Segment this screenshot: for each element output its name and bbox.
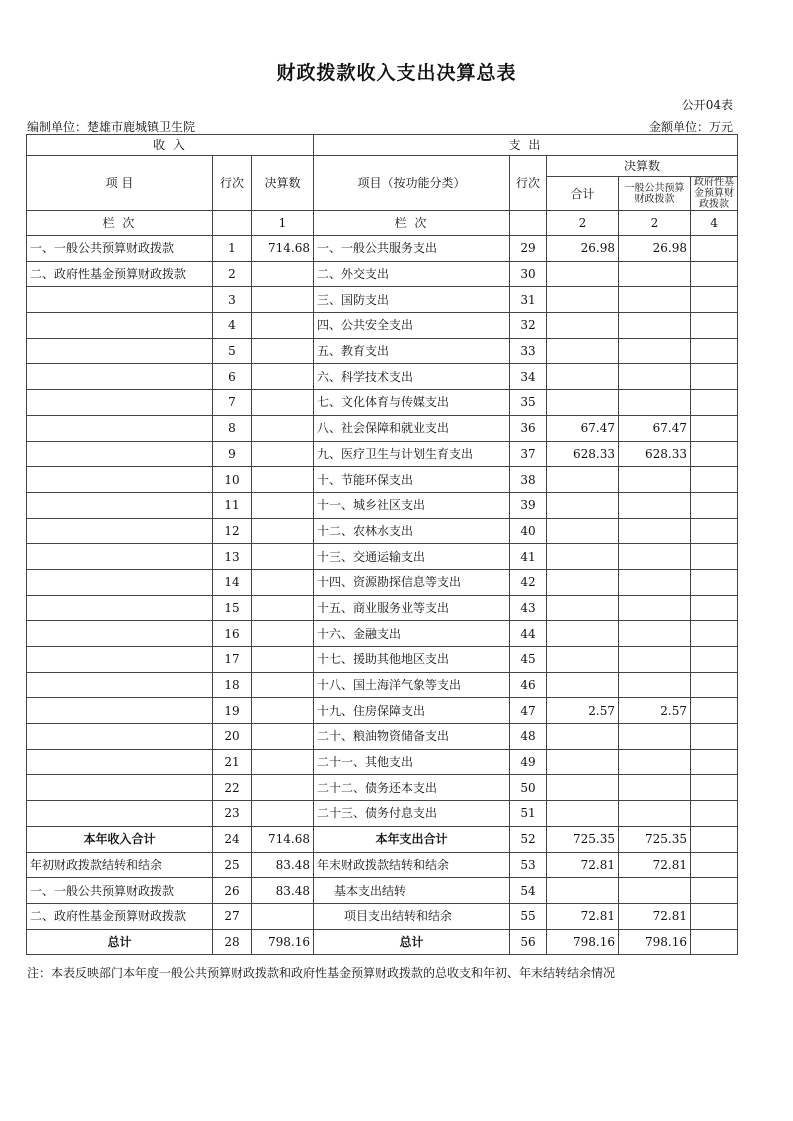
general-budget-cell (619, 492, 691, 518)
expense-row-no-cell: 37 (510, 441, 547, 467)
table-row (27, 903, 738, 929)
income-item-cell (27, 287, 213, 313)
expense-row-no-cell: 42 (510, 569, 547, 595)
total-cell (547, 390, 619, 416)
gov-fund-cell (691, 518, 738, 544)
income-row-no-cell: 15 (213, 595, 252, 621)
income-row-no-cell: 25 (213, 852, 252, 878)
expense-row-no-cell: 45 (510, 647, 547, 673)
gov-fund-cell (691, 261, 738, 287)
gov-fund-cell (691, 826, 738, 852)
expense-row-no-cell: 29 (510, 236, 547, 262)
income-row-no-cell: 20 (213, 724, 252, 750)
income-row-no-cell: 7 (213, 390, 252, 416)
organization-label: 编制单位：楚雄市鹿城镇卫生院 (27, 120, 196, 134)
expense-row-no-cell: 46 (510, 672, 547, 698)
income-amount-cell (252, 647, 314, 673)
total-cell (547, 647, 619, 673)
income-amount-header: 决算数 (252, 156, 314, 211)
income-row-no-cell: 18 (213, 672, 252, 698)
income-item-header: 项 目 (27, 156, 213, 211)
general-budget-cell (619, 724, 691, 750)
income-amount-cell: 714.68 (252, 236, 314, 262)
gov-fund-cell (691, 749, 738, 775)
expense-row-no-cell: 38 (510, 467, 547, 493)
general-budget-cell (619, 313, 691, 339)
income-row-no-cell: 11 (213, 492, 252, 518)
income-row-no-cell: 17 (213, 647, 252, 673)
income-item-cell: 总计 (27, 929, 213, 955)
income-row-no-cell: 1 (213, 236, 252, 262)
gov-fund-cell (691, 621, 738, 647)
table-row (27, 415, 738, 441)
gov-fund-cell (691, 698, 738, 724)
gov-fund-cell (691, 415, 738, 441)
income-amount-cell (252, 518, 314, 544)
column-number-1: 1 (252, 211, 314, 236)
income-row-no-cell: 26 (213, 878, 252, 904)
total-cell (547, 287, 619, 313)
income-item-cell (27, 621, 213, 647)
general-budget-cell (619, 621, 691, 647)
income-amount-cell (252, 621, 314, 647)
gov-fund-cell (691, 544, 738, 570)
income-amount-cell (252, 544, 314, 570)
expense-item-cell: 二十一、其他支出 (314, 749, 510, 775)
form-code: 公开04表 (681, 98, 733, 112)
total-cell: 67.47 (547, 415, 619, 441)
table-row (27, 313, 738, 339)
income-amount-cell (252, 390, 314, 416)
total-cell (547, 569, 619, 595)
income-item-cell (27, 698, 213, 724)
total-cell (547, 595, 619, 621)
total-cell (547, 749, 619, 775)
income-amount-cell (252, 261, 314, 287)
income-amount-cell (252, 724, 314, 750)
income-row-no-cell: 8 (213, 415, 252, 441)
general-budget-cell (619, 878, 691, 904)
table-row (27, 801, 738, 827)
income-amount-cell (252, 441, 314, 467)
expense-row-no-cell: 49 (510, 749, 547, 775)
total-cell (547, 313, 619, 339)
table-row (27, 467, 738, 493)
general-budget-cell: 72.81 (619, 903, 691, 929)
gov-fund-cell (691, 595, 738, 621)
income-item-cell: 本年收入合计 (27, 826, 213, 852)
table-row (27, 724, 738, 750)
table-row (27, 569, 738, 595)
income-row-no-cell: 19 (213, 698, 252, 724)
table-row (27, 544, 738, 570)
income-item-cell (27, 390, 213, 416)
income-item-cell (27, 441, 213, 467)
total-cell (547, 801, 619, 827)
page-title: 财政拨款收入支出决算总表 (276, 62, 517, 84)
expense-row-no-cell: 33 (510, 338, 547, 364)
income-amount-cell: 83.48 (252, 878, 314, 904)
expense-item-cell: 二十二、债务还本支出 (314, 775, 510, 801)
expense-row-no-cell: 40 (510, 518, 547, 544)
income-item-cell (27, 724, 213, 750)
income-row-no-header: 行次 (213, 156, 252, 211)
total-cell (547, 621, 619, 647)
gov-fund-cell (691, 236, 738, 262)
income-row-no-cell: 21 (213, 749, 252, 775)
income-amount-cell (252, 903, 314, 929)
income-item-cell (27, 672, 213, 698)
expense-item-cell: 六、科学技术支出 (314, 364, 510, 390)
expense-item-cell: 八、社会保障和就业支出 (314, 415, 510, 441)
table-row (27, 338, 738, 364)
income-amount-cell (252, 569, 314, 595)
general-budget-cell (619, 390, 691, 416)
income-item-cell: 二、政府性基金预算财政拨款 (27, 261, 213, 287)
general-budget-cell (619, 261, 691, 287)
gov-fund-cell (691, 441, 738, 467)
total-cell (547, 364, 619, 390)
expense-item-cell: 十、节能环保支出 (314, 467, 510, 493)
total-cell (547, 518, 619, 544)
expense-item-cell: 本年支出合计 (314, 826, 510, 852)
income-row-no-cell: 3 (213, 287, 252, 313)
expense-row-no-cell: 55 (510, 903, 547, 929)
expense-item-cell: 七、文化体育与传媒支出 (314, 390, 510, 416)
expense-item-cell: 十八、国土海洋气象等支出 (314, 672, 510, 698)
income-item-cell (27, 313, 213, 339)
expense-item-cell: 十九、住房保障支出 (314, 698, 510, 724)
general-budget-cell: 628.33 (619, 441, 691, 467)
income-item-cell (27, 647, 213, 673)
gov-fund-cell (691, 313, 738, 339)
table-row (27, 441, 738, 467)
expense-item-cell: 二十三、债务付息支出 (314, 801, 510, 827)
income-amount-cell (252, 801, 314, 827)
table-row (27, 749, 738, 775)
table-row (27, 595, 738, 621)
gov-fund-cell (691, 852, 738, 878)
general-budget-cell: 67.47 (619, 415, 691, 441)
total-cell (547, 544, 619, 570)
income-item-cell (27, 364, 213, 390)
income-row-no-cell: 10 (213, 467, 252, 493)
table-row (27, 492, 738, 518)
settle-group-header: 决算数 (547, 156, 738, 177)
table-row (27, 390, 738, 416)
gov-fund-cell (691, 390, 738, 416)
income-item-cell: 年初财政拨款结转和结余 (27, 852, 213, 878)
total-cell: 26.98 (547, 236, 619, 262)
expense-item-cell: 一、一般公共服务支出 (314, 236, 510, 262)
total-cell (547, 338, 619, 364)
income-item-cell (27, 544, 213, 570)
expense-item-cell: 三、国防支出 (314, 287, 510, 313)
expense-item-cell: 十五、商业服务业等支出 (314, 595, 510, 621)
income-header: 收 入 (27, 135, 314, 156)
income-row-no-cell: 14 (213, 569, 252, 595)
income-amount-cell: 714.68 (252, 826, 314, 852)
expense-row-no-cell: 56 (510, 929, 547, 955)
income-row-no-cell: 6 (213, 364, 252, 390)
expense-header: 支 出 (314, 135, 738, 156)
expense-row-no-header: 行次 (510, 156, 547, 211)
column-number-4: 4 (691, 211, 738, 236)
general-budget-cell (619, 544, 691, 570)
total-cell (547, 467, 619, 493)
income-amount-cell (252, 595, 314, 621)
income-row-no-cell: 24 (213, 826, 252, 852)
table-row (27, 672, 738, 698)
expense-item-cell: 总计 (314, 929, 510, 955)
table-row (27, 287, 738, 313)
general-budget-cell (619, 467, 691, 493)
table-row (27, 364, 738, 390)
general-budget-cell: 72.81 (619, 852, 691, 878)
gov-fund-cell (691, 364, 738, 390)
general-budget-cell: 2.57 (619, 698, 691, 724)
column-label-left: 栏 次 (27, 211, 213, 236)
general-budget-header: 一般公共预算财政拨款 (619, 177, 691, 211)
total-cell: 72.81 (547, 852, 619, 878)
general-budget-cell (619, 338, 691, 364)
expense-item-cell: 十六、金融支出 (314, 621, 510, 647)
expense-row-no-cell: 32 (510, 313, 547, 339)
table-row (27, 518, 738, 544)
expense-item-header: 项目（按功能分类） (314, 156, 510, 211)
gov-fund-header: 政府性基金预算财政拨款 (691, 177, 738, 211)
income-amount-cell (252, 338, 314, 364)
expense-row-no-cell: 43 (510, 595, 547, 621)
gov-fund-cell (691, 647, 738, 673)
column-label-right: 栏 次 (314, 211, 510, 236)
general-budget-cell: 798.16 (619, 929, 691, 955)
general-budget-cell (619, 518, 691, 544)
total-cell: 2.57 (547, 698, 619, 724)
income-amount-cell (252, 467, 314, 493)
expense-item-cell: 五、教育支出 (314, 338, 510, 364)
total-cell (547, 672, 619, 698)
general-budget-cell (619, 749, 691, 775)
gov-fund-cell (691, 775, 738, 801)
income-item-cell (27, 569, 213, 595)
table-row (27, 621, 738, 647)
income-item-cell (27, 518, 213, 544)
expense-row-no-cell: 30 (510, 261, 547, 287)
income-item-cell: 二、政府性基金预算财政拨款 (27, 903, 213, 929)
income-item-cell (27, 415, 213, 441)
expense-row-no-cell: 44 (510, 621, 547, 647)
general-budget-cell (619, 647, 691, 673)
gov-fund-cell (691, 878, 738, 904)
income-amount-cell (252, 415, 314, 441)
general-budget-cell: 26.98 (619, 236, 691, 262)
income-row-no-cell: 28 (213, 929, 252, 955)
gov-fund-cell (691, 338, 738, 364)
total-cell (547, 261, 619, 287)
total-cell (547, 775, 619, 801)
expense-item-cell: 十二、农林水支出 (314, 518, 510, 544)
general-budget-cell (619, 672, 691, 698)
income-amount-cell (252, 287, 314, 313)
income-row-no-cell: 16 (213, 621, 252, 647)
expense-item-cell: 二十、粮油物资储备支出 (314, 724, 510, 750)
income-row-no-cell: 4 (213, 313, 252, 339)
income-row-no-cell: 27 (213, 903, 252, 929)
income-item-cell (27, 749, 213, 775)
income-item-cell (27, 595, 213, 621)
table-row (27, 852, 738, 878)
general-budget-cell (619, 801, 691, 827)
expense-row-no-cell: 31 (510, 287, 547, 313)
expense-item-cell: 十七、援助其他地区支出 (314, 647, 510, 673)
expense-row-no-cell: 36 (510, 415, 547, 441)
table-row (27, 647, 738, 673)
table-row (27, 698, 738, 724)
table-row (27, 929, 738, 955)
total-cell: 628.33 (547, 441, 619, 467)
expense-item-cell: 项目支出结转和结余 (314, 903, 510, 929)
gov-fund-cell (691, 467, 738, 493)
expense-row-no-cell: 41 (510, 544, 547, 570)
general-budget-cell (619, 775, 691, 801)
budget-summary-table (26, 134, 738, 955)
income-item-cell: 一、一般公共预算财政拨款 (27, 878, 213, 904)
general-budget-cell (619, 287, 691, 313)
income-row-no-cell: 23 (213, 801, 252, 827)
expense-row-no-cell: 50 (510, 775, 547, 801)
income-amount-cell: 798.16 (252, 929, 314, 955)
general-budget-cell: 725.35 (619, 826, 691, 852)
table-row (27, 878, 738, 904)
total-cell: 72.81 (547, 903, 619, 929)
income-amount-cell (252, 749, 314, 775)
total-cell: 798.16 (547, 929, 619, 955)
expense-row-no-cell: 54 (510, 878, 547, 904)
income-row-no-cell: 13 (213, 544, 252, 570)
income-item-cell (27, 775, 213, 801)
income-row-no-cell: 9 (213, 441, 252, 467)
income-amount-cell (252, 775, 314, 801)
income-amount-cell (252, 698, 314, 724)
table-row (27, 236, 738, 262)
expense-row-no-cell: 51 (510, 801, 547, 827)
expense-item-cell: 年末财政拨款结转和结余 (314, 852, 510, 878)
income-row-no-cell: 22 (213, 775, 252, 801)
income-item-cell: 一、一般公共预算财政拨款 (27, 236, 213, 262)
income-amount-cell (252, 364, 314, 390)
expense-item-cell: 九、医疗卫生与计划生育支出 (314, 441, 510, 467)
income-amount-cell: 83.48 (252, 852, 314, 878)
income-amount-cell (252, 313, 314, 339)
expense-row-no-cell: 48 (510, 724, 547, 750)
general-budget-cell (619, 595, 691, 621)
expense-row-no-cell: 39 (510, 492, 547, 518)
income-item-cell (27, 467, 213, 493)
income-item-cell (27, 801, 213, 827)
table-row (27, 261, 738, 287)
table-row (27, 826, 738, 852)
expense-row-no-cell: 35 (510, 390, 547, 416)
expense-item-cell: 十四、资源勘探信息等支出 (314, 569, 510, 595)
income-row-no-cell: 2 (213, 261, 252, 287)
gov-fund-cell (691, 287, 738, 313)
gov-fund-cell (691, 569, 738, 595)
gov-fund-cell (691, 672, 738, 698)
total-cell (547, 492, 619, 518)
total-cell: 725.35 (547, 826, 619, 852)
income-amount-cell (252, 672, 314, 698)
general-budget-cell (619, 364, 691, 390)
income-item-cell (27, 492, 213, 518)
total-cell (547, 878, 619, 904)
expense-row-no-cell: 52 (510, 826, 547, 852)
expense-item-cell: 基本支出结转 (314, 878, 510, 904)
gov-fund-cell (691, 724, 738, 750)
income-item-cell (27, 338, 213, 364)
expense-item-cell: 十三、交通运输支出 (314, 544, 510, 570)
expense-item-cell: 四、公共安全支出 (314, 313, 510, 339)
expense-row-no-cell: 47 (510, 698, 547, 724)
income-row-no-cell: 5 (213, 338, 252, 364)
column-number-2: 2 (547, 211, 619, 236)
amount-unit-label: 金额单位：万元 (648, 120, 733, 134)
gov-fund-cell (691, 492, 738, 518)
total-cell (547, 724, 619, 750)
gov-fund-cell (691, 801, 738, 827)
total-header: 合计 (547, 177, 619, 211)
income-row-no-cell: 12 (213, 518, 252, 544)
expense-item-cell: 十一、城乡社区支出 (314, 492, 510, 518)
expense-row-no-cell: 34 (510, 364, 547, 390)
column-number-3: 2 (619, 211, 691, 236)
expense-row-no-cell: 53 (510, 852, 547, 878)
gov-fund-cell (691, 903, 738, 929)
table-row (27, 775, 738, 801)
gov-fund-cell (691, 929, 738, 955)
general-budget-cell (619, 569, 691, 595)
income-amount-cell (252, 492, 314, 518)
footnote: 注：本表反映部门本年度一般公共预算财政拨款和政府性基金预算财政拨款的总收支和年初、年末结转结余情况 (27, 966, 616, 980)
expense-item-cell: 二、外交支出 (314, 261, 510, 287)
